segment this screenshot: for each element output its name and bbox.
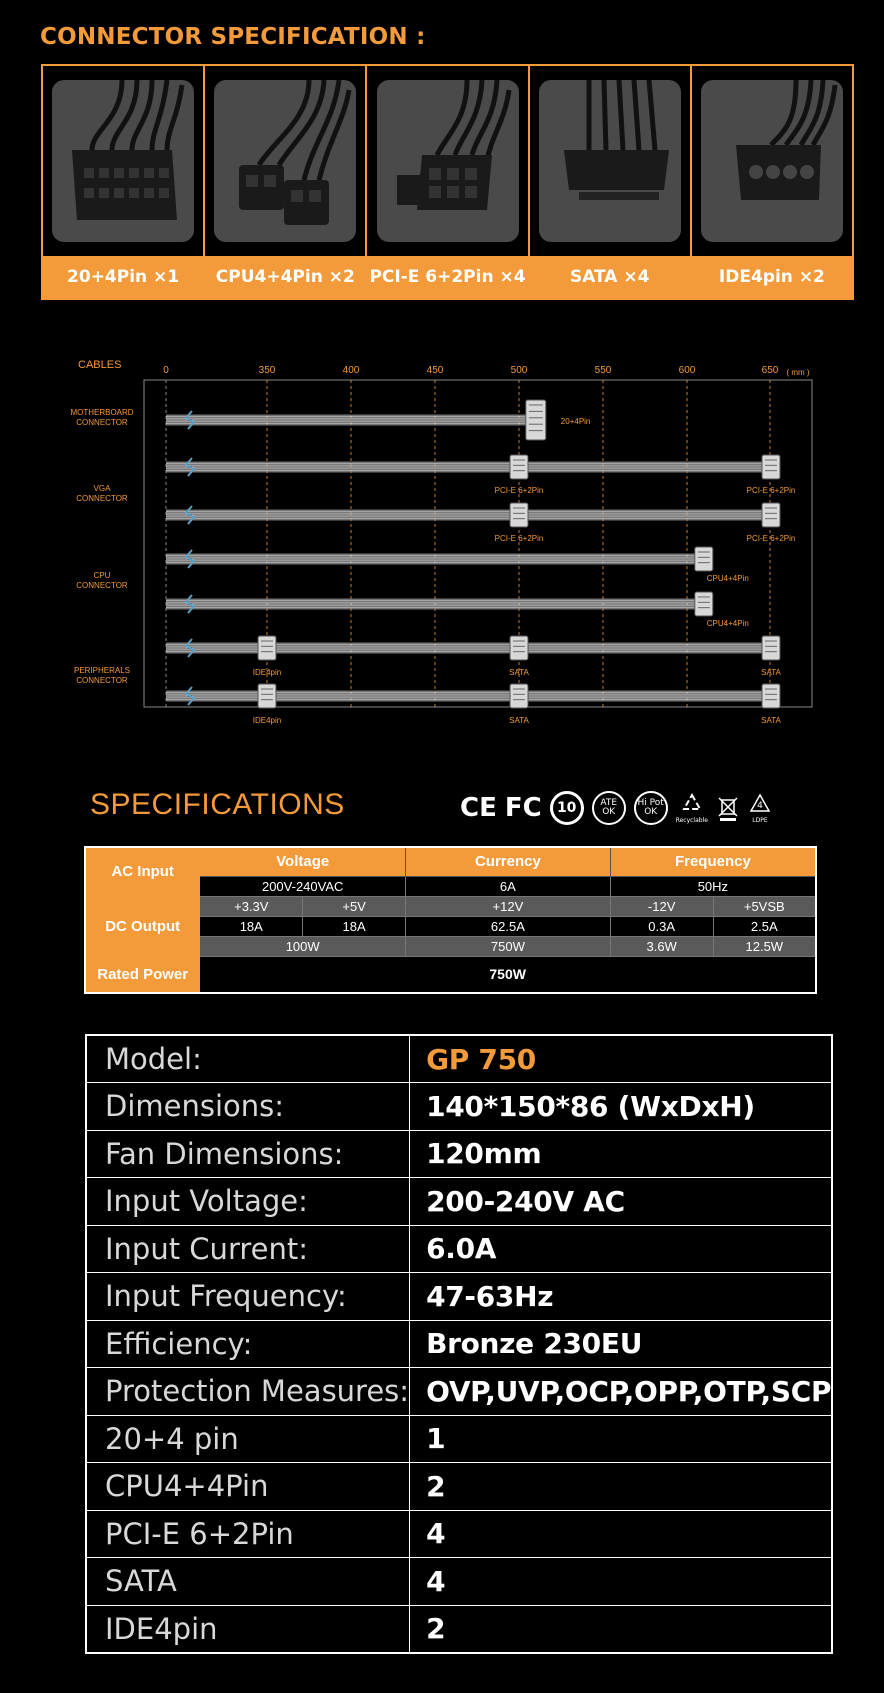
info-key: Input Voltage:: [86, 1178, 410, 1226]
connector-block: [762, 684, 780, 708]
ldpe-recycle-icon: 4 LDPE: [748, 793, 772, 824]
rail-5v: +5V: [303, 896, 406, 916]
connector-block: [526, 400, 546, 440]
rail-5vsb: +5VSB: [713, 896, 816, 916]
info-value: 4: [410, 1510, 833, 1558]
connector-label: IDE4pin: [252, 668, 282, 677]
ac-frequency: 50Hz: [610, 876, 816, 896]
connector-label: SATA: [509, 716, 529, 725]
watts-combined: 100W: [200, 936, 406, 956]
connector-card-pcie: [367, 66, 529, 298]
connector-card-sata: [530, 66, 692, 298]
rail-m12v: -12V: [610, 896, 713, 916]
info-value: 6.0A: [410, 1225, 833, 1273]
connector-label: SATA: [509, 668, 529, 677]
molex-ide4pin-connector-icon: [701, 80, 843, 242]
diagram-frame: [144, 380, 812, 707]
connector-label: PCI-E 6+2Pin: [494, 486, 544, 495]
connector-block: [258, 636, 276, 660]
info-key: Efficiency:: [86, 1320, 410, 1368]
specifications-title: SPECIFICATIONS: [90, 788, 345, 821]
axis-tick-label: 650: [761, 365, 779, 376]
cable-group-label: VGA: [93, 484, 111, 493]
axis-tick-label: 550: [594, 365, 612, 376]
axis-tick-label: 450: [426, 365, 444, 376]
info-value: 2: [410, 1605, 833, 1653]
ate-ok-icon: ATE OK: [592, 791, 626, 825]
connector-label: PCI-E 6+2Pin ×4: [367, 256, 527, 298]
dc-output-label: DC Output: [85, 896, 200, 956]
info-key: Protection Measures:: [86, 1368, 410, 1416]
info-key: CPU4+4Pin: [86, 1463, 410, 1511]
rated-power-value: 750W: [200, 956, 816, 993]
cable-group-label: CONNECTOR: [76, 676, 128, 685]
ac-current: 6A: [406, 876, 611, 896]
info-row: [86, 1415, 832, 1463]
ac-input-label: AC Input: [85, 847, 200, 896]
connector-block: [695, 592, 713, 616]
cpu-4plus4pin-connector-icon: [214, 80, 356, 242]
product-info-table: [85, 1034, 833, 1654]
info-key: Dimensions:: [86, 1083, 410, 1131]
axis-tick-label: 350: [258, 365, 276, 376]
rated-power-label: Rated Power: [85, 956, 200, 993]
info-row: [86, 1130, 832, 1178]
cables-title: CABLES: [78, 359, 122, 371]
watts-12v: 750W: [406, 936, 611, 956]
connector-label: PCI-E 6+2Pin: [746, 534, 796, 543]
rail-12v: +12V: [406, 896, 611, 916]
info-row: [86, 1558, 832, 1606]
ce-mark-icon: CE: [460, 793, 497, 823]
amps-5vsb: 2.5A: [713, 916, 816, 936]
connector-block: [762, 455, 780, 479]
connector-label: 20+4Pin: [560, 417, 591, 426]
info-row: [86, 1035, 832, 1083]
connector-block: [762, 503, 780, 527]
connector-block: [258, 684, 276, 708]
info-key: Input Current:: [86, 1225, 410, 1273]
recyclable-icon: Recyclable: [676, 793, 708, 824]
info-row: [86, 1605, 832, 1653]
info-value: 120mm: [410, 1130, 833, 1178]
connector-spec-title: CONNECTOR SPECIFICATION :: [40, 24, 426, 50]
info-value: Bronze 230EU: [410, 1320, 833, 1368]
connector-block: [762, 636, 780, 660]
connector-card-cpu: [205, 66, 367, 298]
connector-block: [510, 455, 528, 479]
amps-3v3: 18A: [200, 916, 303, 936]
info-row: [86, 1320, 832, 1368]
pcie-6plus2pin-connector-icon: [377, 80, 519, 242]
ldpe-number: 4: [757, 800, 763, 811]
currency-header: Currency: [406, 847, 611, 876]
info-row: [86, 1225, 832, 1273]
axis-tick-label: 600: [678, 365, 696, 376]
amps-12v: 62.5A: [406, 916, 611, 936]
fcc-mark-icon: FC: [504, 793, 542, 823]
connector-label: CPU4+4Pin: [706, 574, 749, 583]
info-row: [86, 1463, 832, 1511]
info-value: OVP,UVP,OCP,OPP,OTP,SCP: [410, 1368, 833, 1416]
connector-block: [695, 547, 713, 571]
connector-label: SATA: [761, 716, 781, 725]
info-key: 20+4 pin: [86, 1415, 410, 1463]
power-spec-table: [84, 846, 817, 994]
info-row: [86, 1083, 832, 1131]
connector-label: PCI-E 6+2Pin: [746, 486, 796, 495]
connector-block: [510, 503, 528, 527]
certification-logos: [460, 788, 772, 828]
cable-group-label: CONNECTOR: [76, 581, 128, 590]
ac-voltage: 200V-240VAC: [200, 876, 406, 896]
connector-card-atx: [43, 66, 205, 298]
atx-24pin-connector-icon: [52, 80, 194, 242]
info-row: [86, 1368, 832, 1416]
hipot-ok-icon: Hi Pot OK: [634, 791, 668, 825]
info-key: IDE4pin: [86, 1605, 410, 1653]
cables-diagram: [70, 355, 820, 735]
connector-label: CPU4+4Pin: [706, 619, 749, 628]
frequency-header: Frequency: [610, 847, 816, 876]
info-value: 47-63Hz: [410, 1273, 833, 1321]
info-value: 140*150*86 (WxDxH): [410, 1083, 833, 1131]
info-key: SATA: [86, 1558, 410, 1606]
cable-group-label: MOTHERBOARD: [70, 408, 134, 417]
info-key: Input Frequency:: [86, 1273, 410, 1321]
info-value: 2: [410, 1463, 833, 1511]
watts-m12v: 3.6W: [610, 936, 713, 956]
info-value: 1: [410, 1415, 833, 1463]
sata-connector-icon: [539, 80, 681, 242]
connector-grid: [41, 64, 854, 300]
info-key: Fan Dimensions:: [86, 1130, 410, 1178]
info-key: Model:: [86, 1035, 410, 1083]
cable-group-label: CPU: [93, 571, 111, 580]
connector-label: SATA: [761, 668, 781, 677]
info-row: [86, 1273, 832, 1321]
cable-group-label: PERIPHERALS: [73, 666, 131, 675]
voltage-header: Voltage: [200, 847, 406, 876]
connector-label: 20+4Pin ×1: [43, 256, 203, 298]
cable-group-label: CONNECTOR: [76, 418, 128, 427]
connector-label: IDE4pin ×2: [692, 256, 852, 298]
info-key: PCI-E 6+2Pin: [86, 1510, 410, 1558]
info-row: [86, 1510, 832, 1558]
connector-card-ide: [692, 66, 852, 298]
cable-group-label: CONNECTOR: [76, 494, 128, 503]
connector-label: CPU4+4Pin ×2: [205, 256, 365, 298]
axis-tick-label: 500: [510, 365, 528, 376]
info-row: [86, 1178, 832, 1226]
connector-label: IDE4pin: [252, 716, 282, 725]
connector-label: PCI-E 6+2Pin: [494, 534, 544, 543]
info-value: 200-240V AC: [410, 1178, 833, 1226]
connector-block: [510, 684, 528, 708]
info-value: GP 750: [410, 1035, 833, 1083]
axis-tick-label: 400: [342, 365, 360, 376]
watts-5vsb: 12.5W: [713, 936, 816, 956]
axis-tick-label: 0: [163, 365, 169, 376]
weee-bin-icon: [716, 795, 740, 821]
ten-year-icon: 10: [550, 791, 584, 825]
axis-unit: ( mm ): [786, 368, 810, 377]
connector-block: [510, 636, 528, 660]
amps-m12v: 0.3A: [610, 916, 713, 936]
rail-3v3: +3.3V: [200, 896, 303, 916]
connector-label: SATA ×4: [530, 256, 690, 298]
amps-5v: 18A: [303, 916, 406, 936]
info-value: 4: [410, 1558, 833, 1606]
